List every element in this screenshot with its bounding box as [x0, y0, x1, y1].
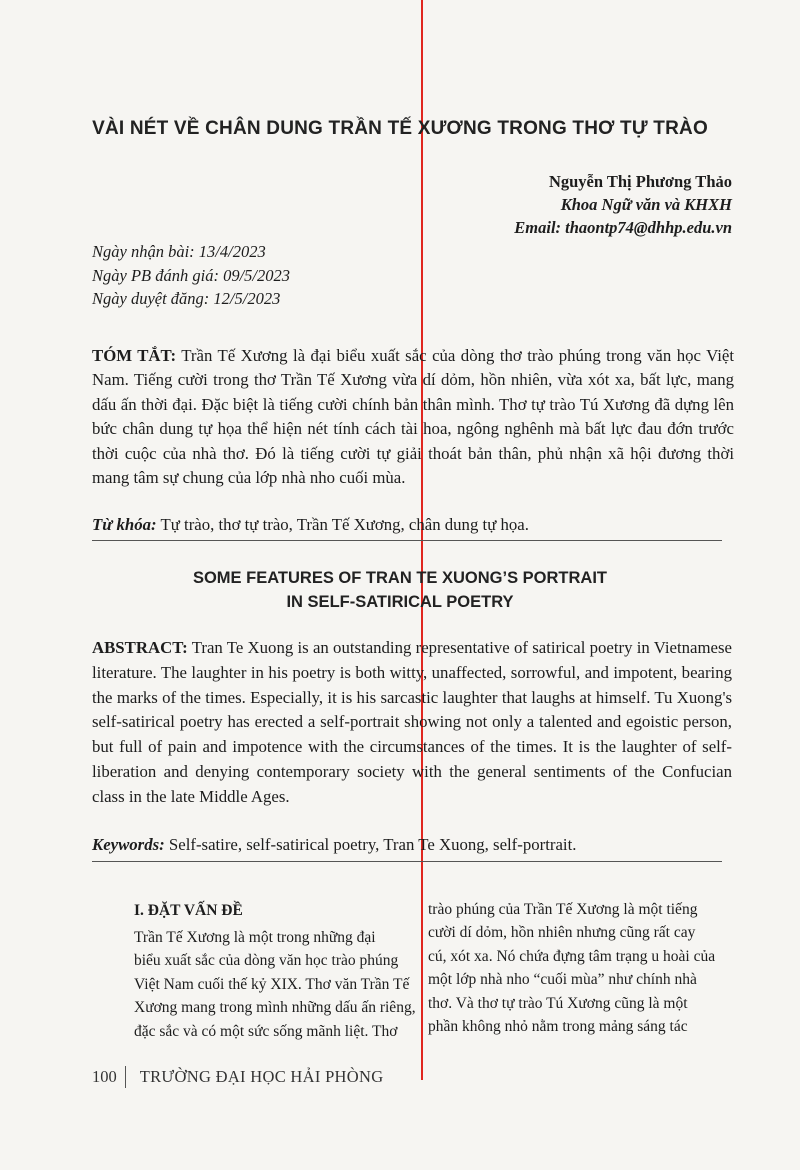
- body-right-line: phần không nhỏ nằm trong mảng sáng tác: [428, 1018, 688, 1036]
- article-dates: [92, 240, 290, 311]
- abstract-vn-label: TÓM TẮT:: [92, 346, 177, 365]
- date-accepted: Ngày duyệt đăng: 12/5/2023: [92, 289, 281, 308]
- body-right-line: thơ. Và thơ tự trào Tú Xương cũng là một: [428, 994, 688, 1012]
- keywords-vietnamese: [92, 515, 529, 535]
- author-email[interactable]: Email: thaontp74@dhhp.edu.vn: [514, 218, 732, 237]
- divider-top: [92, 540, 722, 541]
- keywords-en-text: Self-satire, self-satirical poetry, Tran Te Xuong, self-portrait.: [168, 835, 577, 854]
- section-heading: I. ĐẶT VẤN ĐỀ: [134, 902, 243, 919]
- page-number: 100: [92, 1067, 117, 1086]
- body-left-line: Trần Tế Xương là một trong những đại: [134, 929, 376, 946]
- author-name: Nguyễn Thị Phương Thảo: [548, 172, 732, 191]
- body-left-line: Việt Nam cuối thế kỷ XIX. Thơ văn Trần Tế: [134, 975, 410, 993]
- body-left-line: Xương mang trong mình những dấu ấn riêng,: [134, 999, 416, 1017]
- keywords-en-label: Keywords:: [92, 835, 165, 854]
- abstract-vn-text: Trần Tế Xương là đại biểu xuất sắc của dòng thơ trào phúng trong văn học Việt Nam. Tiếng cười trong thơ Trần Tế Xương vừa dí dỏm, hồn nhiên, vừa xót xa, bất lực, mang dấu ấn thời đại. Đặc biệt là tiếng cười chính bản thân mình. Thơ tự trào Tú Xương đã dựng lên bức chân dung tự họa thể hiện nét tính cách tài hoa, ngông nghênh mà bất lực đau đớn trước thời cuộc của nhà thơ. Đó là tiếng cười tự giải thoát bản thân, phủ nhận xã hội đương thời mang tâm sự chung của lớp nhà nho cuối mùa.: [92, 346, 734, 488]
- body-left-line: đặc sắc và có một sức sống mãnh liệt. Thơ: [134, 1022, 398, 1040]
- journal-name: TRƯỜNG ĐẠI HỌC HẢI PHÒNG: [139, 1067, 384, 1086]
- keywords-vn-text: Tự trào, thơ tự trào, Trần Tế Xương, chân dung tự họa.: [160, 515, 529, 534]
- footer-separator: [125, 1066, 126, 1088]
- abstract-en-text: Tran Te Xuong is an outstanding representative of satirical poetry in Vietnamese literature. The laughter in his poetry is both witty, unaffected, sorrowful, and impotent, bearing the marks of the times. Especially, it is his sarcastic laughter that laughs at himself. Tu Xuong's self-satirical poetry has erected a self-portrait showing not only a talented and egoistic person, but full of pain and impotence with the circumstances of the times. It is the laughter of self-liberation and denying contemporary society with the general sentiments of the Confucian class in the late Middle Ages.: [92, 638, 732, 806]
- author-faculty: Khoa Ngữ văn và KHXH: [560, 195, 732, 214]
- abstract-english: [92, 636, 732, 810]
- body-right-line: cú, xót xa. Nó chứa đựng tâm trạng u hoài của: [428, 947, 716, 965]
- article-title: VÀI NÉT VỀ CHÂN DUNG TRẦN TẾ XƯƠNG TRONG THƠ TỰ TRÀO: [92, 118, 708, 139]
- body-right-line: một lớp nhà nho “cuối mùa” như chính nhà: [428, 971, 697, 989]
- english-title-line-2: IN SELF-SATIRICAL POETRY: [286, 593, 514, 611]
- author-block: [514, 170, 732, 239]
- keywords-english: [92, 835, 576, 855]
- body-right-line: trào phúng của Trần Tế Xương là một tiếng: [428, 901, 698, 918]
- body-right-line: cười dí dỏm, hồn nhiên nhưng cũng rất cay: [428, 924, 696, 942]
- body-column-right: [428, 898, 728, 1038]
- date-received: Ngày nhận bài: 13/4/2023: [92, 242, 266, 261]
- abstract-en-label: ABSTRACT:: [92, 638, 188, 657]
- keywords-vn-label: Từ khóa:: [92, 515, 157, 534]
- abstract-vietnamese: [92, 344, 734, 490]
- date-reviewed: Ngày PB đánh giá: 09/5/2023: [92, 265, 290, 285]
- page-footer: [92, 1066, 383, 1088]
- english-title: [0, 566, 800, 614]
- body-column-left: [134, 926, 416, 1043]
- body-left-line: biểu xuất sắc của dòng văn học trào phúng: [134, 952, 399, 970]
- divider-bottom: [92, 861, 722, 862]
- english-title-line-1: SOME FEATURES OF TRAN TE XUONG’S PORTRAIT: [192, 569, 608, 587]
